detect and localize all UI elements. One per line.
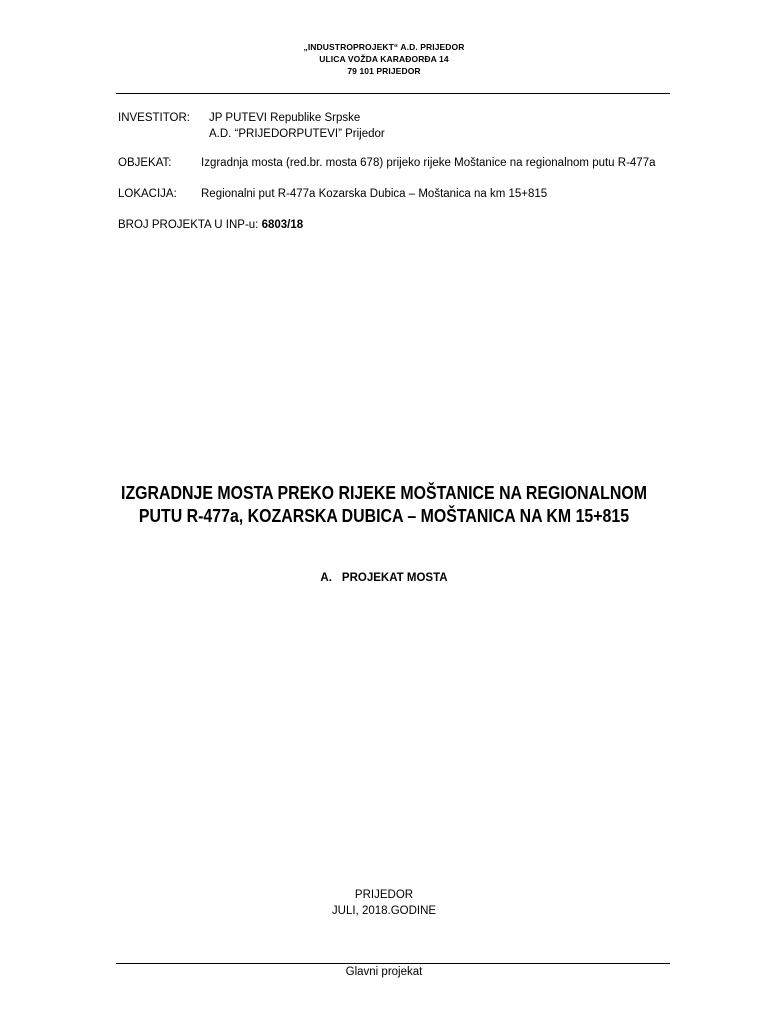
place-date: JULI, 2018.GODINE: [331, 905, 437, 917]
section-number: A.: [320, 572, 332, 584]
project-number-value: 6803/18: [261, 219, 304, 231]
document-header: [0, 41, 768, 77]
lokacija-label: LOKACIJA:: [118, 188, 177, 200]
investitor-label: INVESTITOR:: [118, 112, 190, 124]
place-date-block: [0, 887, 768, 919]
objekat-value: Izgradnja mosta (red.br. mosta 678) prijeko rijeke Moštanice na regionalnom putu R-477a: [201, 157, 656, 169]
footer-divider: [116, 963, 670, 964]
investitor-line-2: A.D. “PRIJEDORPUTEVI” Prijedor: [209, 128, 385, 140]
place-city: PRIJEDOR: [354, 889, 414, 901]
project-number-label: BROJ PROJEKTA U INP-u:: [118, 219, 259, 231]
section-name: PROJEKAT MOSTA: [341, 572, 448, 584]
title-line-1: IZGRADNJE MOSTA PREKO RIJEKE MOŠTANICE NA REGIONALNOM: [121, 482, 647, 503]
lokacija-value: Regionalni put R-477a Kozarska Dubica – Moštanica na km 15+815: [201, 188, 548, 200]
company-street: ULICA VOŽDA KARAĐORĐA 14: [319, 54, 449, 64]
company-city: 79 101 PRIJEDOR: [347, 66, 421, 76]
document-title: [54, 481, 714, 527]
objekat-label: OBJEKAT:: [118, 157, 172, 169]
page-footer: Glavni projekat: [345, 966, 423, 978]
title-line-2: PUTU R-477a, KOZARSKA DUBICA – MOŠTANICA NA KM 15+815: [138, 505, 630, 526]
investitor-line-1: JP PUTEVI Republike Srpske: [209, 112, 361, 124]
section-heading: [0, 572, 768, 584]
project-number-block: [118, 218, 303, 233]
header-divider: [116, 93, 670, 94]
company-name: „INDUSTROPROJEKT“ A.D. PRIJEDOR: [303, 42, 465, 52]
